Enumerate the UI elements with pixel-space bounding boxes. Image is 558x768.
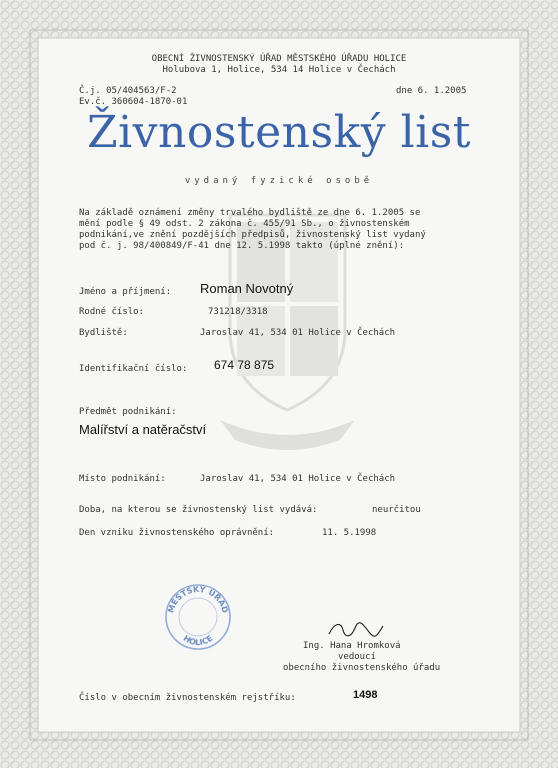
intro-line-1: Na základě oznámení změny trvalého bydliště ze dne 6. 1.2005 se [79,208,421,218]
registry-label: Číslo v obecním živnostenském rejstříku: [79,693,296,703]
registration-number: Ev.č. 360604-1870-01 [79,97,188,107]
svg-text:MĚSTSKÝ ÚŘAD [166,583,230,614]
reference-number: Č.j. 05/404563/F-2 [79,86,177,96]
business-subject-label: Předmět podnikání: [79,407,177,417]
registry-number: 1498 [353,689,378,701]
office-address: Holubova 1, Holice, 534 14 Holice v Čechách [162,65,396,75]
business-place-value: Jaroslav 41, 534 01 Holice v Čechách [200,474,396,484]
intro-line-2: mění podle § 49 odst. 2 zákona č. 455/91 Sb., o živnostenském [79,219,410,229]
signatory-role: vedoucí [338,652,376,662]
birth-number-label: Rodné číslo: [79,307,145,317]
origin-date-value: 11. 5.1998 [322,528,377,538]
stamp-bottom-text: HOLICE [181,633,215,648]
issue-date: dne 6. 1.2005 [396,86,467,96]
residence-label: Bydliště: [79,328,128,338]
validity-period-value: neurčitou [372,505,421,515]
stamp-top-text: MĚSTSKÝ ÚŘAD [166,584,230,614]
intro-line-3: podnikání,ve znění pozdějších předpisů, živnostenský list vydaný [79,230,426,240]
name-label: Jméno a příjmení: [79,287,172,297]
document-subtitle: vydaný fyzické osobě [184,176,374,186]
business-subject-value: Malířství a natěračství [79,422,207,437]
birth-number-value: 731218/3318 [208,307,268,317]
origin-date-label: Den vzniku živnostenského oprávnění: [79,528,275,538]
official-stamp [163,582,233,652]
signature [325,620,385,640]
document-title: Živnostenský list [87,107,471,158]
intro-line-4: pod č. j. 98/400849/F-41 dne 12. 5.1998 takto (úplné znění): [79,241,405,251]
validity-period-label: Doba, na kterou se živnostenský list vydává: [79,505,318,515]
signatory-office: obecního živnostenského úřadu [283,663,441,673]
business-place-label: Místo podnikání: [79,474,166,484]
residence-value: Jaroslav 41, 534 01 Holice v Čechách [200,328,396,338]
id-number-label: Identifikační číslo: [79,364,188,374]
id-number-value: 674 78 875 [214,358,275,372]
signatory-name: Ing. Hana Hromková [303,641,401,651]
office-name: OBECNÍ ŽIVNOSTENSKÝ ÚŘAD MĚSTSKÉHO ÚŘADU HOLICE [151,54,407,64]
name-value: Roman Novotný [200,281,294,296]
